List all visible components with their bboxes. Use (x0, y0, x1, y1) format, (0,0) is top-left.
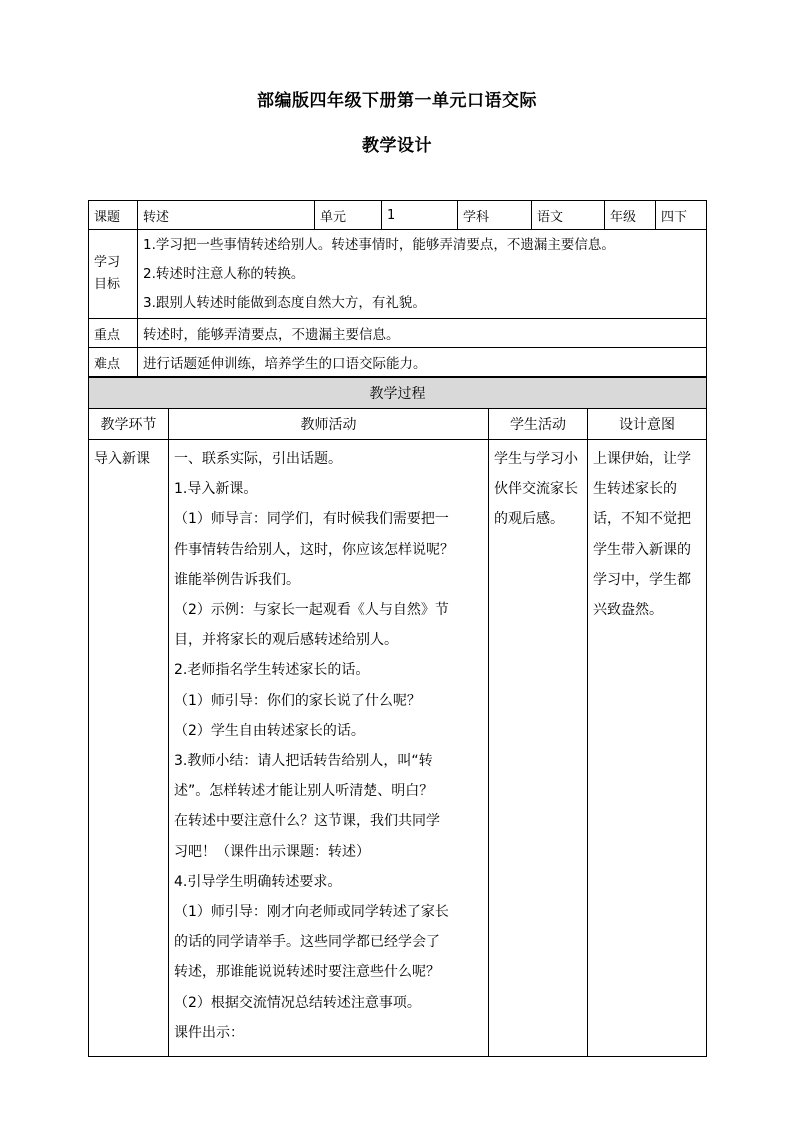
process-title-row (89, 378, 707, 409)
teacher-line: 习吧！（课件出示课题：转述） (174, 843, 370, 860)
goal-item: 3.跟别人转述时能做到态度自然大方，有礼貌。 (143, 294, 426, 311)
header-intent: 设计意图 (588, 409, 707, 440)
grade-label: 年级 (605, 201, 656, 230)
goals-row (89, 230, 707, 319)
teacher-line: 的话的同学请举手。这些同学都已经学会了 (174, 934, 440, 951)
teacher-line: 4.引导学生明确转述要求。 (174, 873, 342, 890)
teacher-line: （2）学生自由转述家长的话。 (174, 722, 365, 739)
topic-value: 转述 (138, 201, 315, 230)
goal-item: 1.学习把一些事情转述给别人。转述事情时，能够弄清要点，不遗漏主要信息。 (143, 236, 615, 253)
goals-label (89, 230, 138, 319)
teacher-line: （1）师引导：你们的家长说了什么呢？ (174, 692, 421, 709)
teacher-line: 1.导入新课。 (174, 481, 258, 498)
document-title: 部编版四年级下册第一单元口语交际 (257, 91, 537, 111)
teacher-line: 件事情转告给别人，这时，你应该怎样说呢？ (174, 541, 454, 558)
teacher-line: （1）师引导：刚才向老师或同学转述了家长 (174, 904, 449, 921)
teacher-line: 课件出示： (174, 1024, 244, 1041)
student-activity-text: 学生与学习小伙伴交流家长的观后感。 (494, 451, 578, 528)
process-header-row (89, 409, 707, 440)
teacher-activity-cell (169, 440, 489, 1057)
teacher-line: （2）示例：与家长一起观看《人与自然》节 (174, 602, 449, 619)
stage-cell (89, 440, 169, 1057)
teacher-line: 转述，那谁能说说转述时要注意些什么呢？ (174, 964, 440, 981)
teacher-line: 目，并将家长的观后感转述给别人。 (174, 632, 398, 649)
goals-label-line-2: 目标 (94, 277, 121, 292)
topic-label: 课题 (89, 201, 138, 230)
goals-content (138, 230, 707, 319)
teacher-line: 3.教师小结：请人把话转告给别人，叫“转 (174, 753, 433, 770)
teacher-line: 在转述中要注意什么？这节课，我们共同学 (174, 813, 440, 830)
teacher-line: 述”。怎样转述才能让别人听清楚、明白？ (174, 783, 434, 800)
lesson-info-table (88, 200, 707, 377)
subject-value: 语文 (532, 201, 605, 230)
process-row (89, 440, 707, 1057)
unit-value: 1 (382, 201, 458, 230)
difficulty-row (89, 348, 707, 377)
goals-label-line-1: 学习 (94, 255, 121, 270)
unit-label: 单元 (315, 201, 382, 230)
key-point-label: 重点 (89, 319, 138, 348)
teacher-line: 2.老师指名学生转述家长的话。 (174, 662, 370, 679)
key-point-text: 转述时，能够弄清要点，不遗漏主要信息。 (138, 319, 707, 348)
student-activity-cell (489, 440, 588, 1057)
stage-name: 导入新课 (94, 451, 150, 467)
key-point-row (89, 319, 707, 348)
info-row (89, 201, 707, 230)
process-title: 教学过程 (89, 378, 707, 409)
goal-item: 2.转述时注意人称的转换。 (143, 265, 305, 282)
design-intent-cell (588, 440, 707, 1057)
teacher-line: （2）根据交流情况总结转述注意事项。 (174, 994, 421, 1011)
teacher-line: （1）师导言：同学们，有时候我们需要把一 (174, 511, 449, 528)
teacher-line: 谁能举例告诉我们。 (174, 571, 300, 588)
header-student: 学生活动 (489, 409, 588, 440)
grade-value: 四下 (656, 201, 707, 230)
teacher-line: 一、联系实际，引出话题。 (174, 451, 342, 467)
design-intent-text: 上课伊始，让学生转述家长的话，不知不觉把学生带入新课的学习中，学生都兴致盎然。 (593, 451, 691, 619)
difficulty-text: 进行话题延伸训练，培养学生的口语交际能力。 (138, 348, 707, 377)
header-teacher: 教师活动 (169, 409, 489, 440)
subject-label: 学科 (458, 201, 532, 230)
document-subtitle: 教学设计 (362, 136, 432, 156)
teaching-process-table (88, 377, 707, 1057)
header-stage: 教学环节 (89, 409, 169, 440)
difficulty-label: 难点 (89, 348, 138, 377)
